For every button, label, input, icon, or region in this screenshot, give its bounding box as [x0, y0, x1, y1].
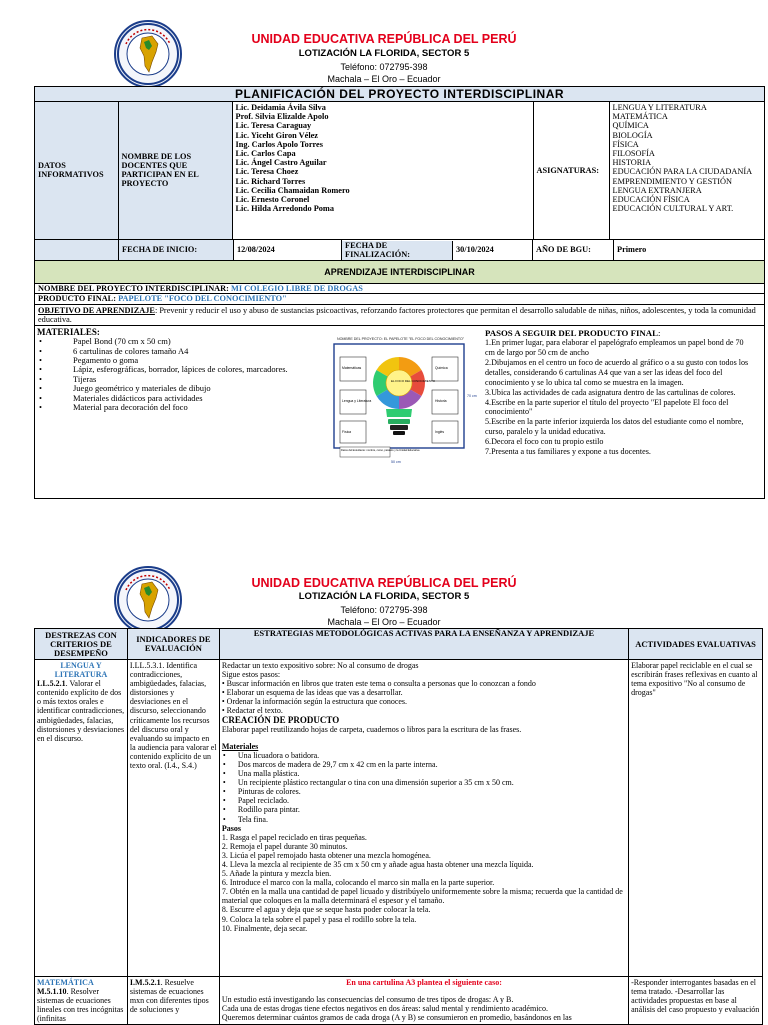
anio-label: AÑO DE BGU:	[533, 240, 614, 260]
diagram-box-left-1: Matemáticas	[342, 366, 362, 371]
indicador-cell-2: I.M.5.2.1. Resuelve sistemas de ecuaciones mxn con diferentes tipos de soluciones y	[127, 977, 219, 1025]
list-item: 4.Escribe en la parte superior el título del proyecto "El papelote El foco del conocimiento"	[485, 397, 729, 417]
institution-name: UNIDAD EDUCATIVA REPÚBLICA DEL PERÚ	[251, 32, 517, 46]
datos-informativos-table	[35, 102, 764, 240]
materiales-label: MATERIALES:	[37, 327, 100, 338]
producto-final-row: PRODUCTO FINAL: PAPELOTE "FOCO DEL CONOCIMIENTO"	[35, 294, 764, 305]
list-item: 1.En primer lugar, para elaborar el papelógrafo empleamos un papel bond de 70 cm de largo por 50 cm de ancho	[485, 338, 744, 357]
list-item: • Tela fina.	[222, 815, 626, 824]
asignaturas-list: LENGUA Y LITERATURA MATEMÁTICA QUÍMICA BIOLOGÍA FÍSICA FILOSOFÍA HISTORIA EDUCACIÓN PARA LA CIUDADANÍA EMPRENDIMIENTO Y GESTIÓN LENGUA EXTRANJERA EDUCACIÓN FÍSICA EDUCACIÓN CULTURAL Y ART.	[609, 102, 764, 239]
list-item: 3. Licúa el papel remojado hasta obtener una mezcla homogénea.	[221, 850, 431, 860]
institution-address: LOTIZACIÓN LA FLORIDA, SECTOR 5	[298, 48, 470, 59]
fecha-inicio-label: FECHA DE INICIO:	[119, 240, 234, 260]
planning-title: PLANIFICACIÓN DEL PROYECTO INTERDISCIPLINAR	[35, 87, 764, 102]
diagram-box-left-3: Física	[342, 430, 352, 435]
list-item: • Lápiz, esferográficas, borrador, lápices de colores, marcadores.	[37, 365, 332, 374]
objetivo-row: OBJETIVO DE APRENDIZAJE: Prevenir y reducir el uso y abuso de sustancias psicoactivas, reforzando factores protectores que permitan el desarrollo saludable de niñas, niños, adolescentes, y toda la comunidad educativa.	[35, 305, 764, 327]
list-item: 8. Escurre el agua y deja que se seque hasta poder colocar la tela.	[221, 905, 431, 915]
diagram-footer: Datos del Estudiante: nombre, curso, paralelo y la Unidad Educativa	[341, 449, 420, 453]
docentes-label: NOMBRE DE LOS DOCENTES QUE PARTICIPAN EN EL PROYECTO	[118, 102, 232, 239]
diagram-box-right-3: Inglés	[435, 430, 445, 435]
list-item: 6. Introduce el marco con la malla, colocando el marco sin malla en la parte superior.	[221, 878, 495, 888]
list-item: 7. Obtén en la malla una cantidad de papel licuado y distribúyelo uniformemente sobre la misma; recuerda que la cantidad de material que coloques en la malla determinará el espesor y el tamaño.	[221, 887, 623, 906]
header-estrategias: ESTRATEGIAS METODOLÓGICAS ACTIVAS PARA LA ENSEÑANZA Y APRENDIZAJE	[219, 629, 628, 660]
diagram-center-label: EL FOCO DEL CONOCIMIENTO	[391, 379, 436, 384]
list-item: • 6 cartulinas de colores tamaño A4	[37, 347, 332, 356]
institution-city-page2: Machala – El Oro – Ecuador	[327, 617, 441, 627]
indicador-cell: I.LL.5.3.1. Identifica contradicciones, ambigüedades, falacias, distorsiones y desviaciones en el discurso, seleccionando críticamente los recursos del discurso oral y evaluando su impacto en la audiencia para valorar el contenido explícito de un texto oral. (I.4., S.4.)	[127, 660, 219, 977]
list-item: 5.Escribe en la parte inferior izquierda los datos del estudiante como el nombre, curso, paralelo y la unidad educativa.	[485, 417, 744, 437]
diagram-width-label: 50 cm	[391, 460, 401, 465]
institution-phone: Teléfono: 072795-398	[340, 62, 428, 72]
list-item: 2.Dibujamos en el centro un foco de acuerdo al gráfico o a su gusto con todos los detalles, considerando 6 cartulinas A4 que van a ser las ideas del foco del conocimiento y se lo ubica tal como se muestra en la imagen.	[485, 357, 749, 387]
estrategias-cell: Redactar un texto expositivo sobre: No al consumo de drogas Sigue estos pasos: • Buscar información en libros que traten este tema o consulta a personas que lo conozcan a fondo • Elaborar un esquema de las ideas que vas a desarrollar. • Ordenar la información según la estructura que conoces. • Redactar el texto. CREACIÓN DE PRODUCTO Elaborar papel reutilizando hojas de carpeta, cuadernos o libros para la escritura de las frases. Materiales • Una licuadora o batidora. • Dos marcos de madera de 29,7 cm x 42 cm en la parte interna. • Una malla plástica. • Un recipiente plástico rectangular o tina con una dimensión superior a 35 cm x 50 cm. • Pinturas de colores. • Papel reciclado. • Rodillo para pintar. • Tela fina. Pasos 1. Rasga el papel reciclado en tiras pequeñas. 2. Remoja el papel durante 30 minutos. 3. Licúa el papel remojado hasta obtener una mezcla homogénea. 4. Lleva la mezcla al recipiente de 35 cm x 50 cm y añade agua hasta obtener una mezcla líquida. 5. Añade la pintura y mezcla bien. 6. Introduce el marco con la malla, colocando el marco sin malla en la parte superior. 7. Obtén en la malla una cantidad de papel licuado y distribúyelo uniformemente sobre la misma; recuerda que la cantidad de material que coloques en la malla determinará el espesor y el tamaño. 8. Escurre el agua y deja que se seque hasta poder colocar la tela. 9. Coloca la tela sobre el papel y pasa el rodillo sobre la tela. 10. Finalmente, deja secar.	[219, 660, 628, 977]
diagram-height-label: 70 cm	[467, 394, 477, 399]
institution-address-page2: LOTIZACIÓN LA FLORIDA, SECTOR 5	[298, 591, 470, 602]
list-item: 1. Rasga el papel reciclado en tiras pequeñas.	[221, 832, 367, 842]
pasos-label: PASOS A SEGUIR DEL PRODUCTO FINAL	[485, 328, 658, 339]
list-item: 9. Coloca la tela sobre el papel y pasa el rodillo sobre la tela.	[221, 914, 417, 924]
list-item: 7.Presenta a tus familiares y expone a tus docentes.	[485, 447, 651, 457]
strategies-table	[34, 628, 763, 1025]
diagram-box-right-1: Química	[435, 366, 448, 371]
list-item: 3.Ubica las actividades de cada asignatura dentro de las cartulinas de colores.	[485, 387, 736, 397]
aprendizaje-bar: APRENDIZAJE INTERDISCIPLINAR	[35, 261, 764, 284]
pasos-section: PASOS A SEGUIR DEL PRODUCTO FINAL: 1.En primer lugar, para elaborar el papelógrafo empleamos un papel bond de 70 cm de largo por 50 cm de ancho 2.Dibujamos en el centro un foco de acuerdo al gráfico o a su gusto con todos los detalles, considerando 6 cartulinas A4 que van a ser las ideas del foco del conocimiento y se lo ubica tal como se muestra en la imagen. 3.Ubica las actividades de cada asignatura dentro de las cartulinas de colores. 4.Escribe en la parte superior el título del proyecto "El papelote El foco del conocimiento" 5.Escribe en la parte inferior izquierda los datos del estudiante como el nombre, curso, paralelo y la unidad educativa. 6.Decora el foco con tu propio estilo 7.Presenta a tus familiares y expone a tus docentes.	[485, 328, 749, 457]
institution-name-page2: UNIDAD EDUCATIVA REPÚBLICA DEL PERÚ	[251, 576, 517, 590]
list-item: 4. Lleva la mezcla al recipiente de 35 cm x 50 cm y añade agua hasta obtener una mezcla líquida.	[221, 859, 534, 869]
fecha-fin-value: 30/10/2024	[453, 240, 533, 260]
list-item: 5. Añade la pintura y mezcla bien.	[221, 869, 332, 879]
list-item: 10. Finalmente, deja secar.	[221, 923, 308, 933]
diagram-box-left-2: Lengua y Literatura	[342, 399, 372, 404]
list-item: • Rodillo para pintar.	[222, 805, 626, 814]
header-destrezas: DESTREZAS CON CRITERIOS DE DESEMPEÑO	[35, 629, 128, 660]
institution-city: Machala – El Oro – Ecuador	[327, 74, 441, 84]
list-item: • Una malla plástica.	[222, 769, 626, 778]
docentes-list: Lic. Deidamia Ávila Silva Prof. Silvia Elizalde Apolo Lic. Teresa Caraguay Lic. Yiceht Giron Vélez Ing. Carlos Apolo Torres Lic. Carlos Capa Lic. Ángel Castro Aguilar Lic. Teresa Choez Lic. Richard Torres Lic. Cecilia Chamaidan Romero Lic. Ernesto Coronel Lic. Hilda Arredondo Poma	[232, 102, 533, 239]
diagram-title: NOMBRE DEL PROYECTO: EL PAPELOTE "EL FOCO DEL CONOCIMIENTO"	[337, 337, 465, 342]
actividad-cell-2: -Responder interrogantes basadas en el tema tratado. -Desarrollar las actividades propuestas en base al análisis del caso propuesto y evaluación	[629, 977, 763, 1025]
list-item: • Papel reciclado.	[222, 796, 626, 805]
list-item: 2. Remoja el papel durante 30 minutos.	[221, 841, 348, 851]
list-item: • Pinturas de colores.	[222, 787, 626, 796]
nombre-proyecto-row: NOMBRE DEL PROYECTO INTERDISCIPLINAR: MI COLEGIO LIBRE DE DROGAS	[35, 284, 764, 295]
papelote-diagram	[331, 335, 485, 465]
destreza-cell: LENGUA Y LITERATURA LL.5.2.1. Valorar el contenido explícito de dos o más textos orales e identificar contradicciones, ambigüedades, falacias, distorsiones y desviaciones en el discurso.	[35, 660, 128, 977]
list-item: • Tijeras	[37, 375, 332, 384]
header-actividades: ACTIVIDADES EVALUATIVAS	[629, 629, 763, 660]
list-item: • Dos marcos de madera de 29,7 cm x 42 cm en la parte interna.	[222, 760, 626, 769]
actividad-cell: Elaborar papel reciclable en el cual se escribirán frases reflexivas en cuanto al tema expositivo "No al consumo de drogas"	[629, 660, 763, 977]
nombre-proyecto-value: MI COLEGIO LIBRE DE DROGAS	[231, 283, 363, 293]
planning-block	[34, 86, 765, 499]
institution-phone-page2: Teléfono: 072795-398	[340, 605, 428, 615]
fecha-fin-label: FECHA DE FINALIZACIÓN:	[342, 241, 453, 260]
list-item: • Papel Bond (70 cm x 50 cm)	[37, 337, 332, 346]
producto-final-value: PAPELOTE "FOCO DEL CONOCIMIENTO"	[118, 294, 287, 303]
list-item: • Una licuadora o batidora.	[222, 751, 626, 760]
datos-informativos-label: DATOS INFORMATIVOS	[35, 102, 118, 239]
asignaturas-label: ASIGNATURAS:	[533, 102, 609, 239]
header-indicadores: INDICADORES DE EVALUACIÓN	[127, 629, 219, 660]
fecha-inicio-value: 12/08/2024	[234, 240, 342, 260]
list-item: • Un recipiente plástico rectangular o tina con una dimensión superior a 35 cm x 50 cm.	[222, 778, 626, 787]
list-item: • Juego geométrico y materiales de dibujo	[37, 384, 332, 393]
list-item: 6.Decora el foco con tu propio estilo	[485, 437, 604, 447]
estrategias-cell-2: En una cartulina A3 plantea el siguiente caso: Un estudio está investigando las consecuencias del consumo de tres tipos de drogas: A y B. Cada una de estas drogas tiene efectos negativos en dos áreas: salud mental y rendimiento académico. Queremos determinar cuántos gramos de cada droga (A y B) se consumieron en promedio, basándonos en las	[219, 977, 628, 1025]
destreza-cell-2: MATEMÁTICA M.5.1.10. Resolver sistemas de ecuaciones lineales con tres incógnitas (infinitas	[35, 977, 128, 1025]
list-item: • Materiales didácticos para actividades	[37, 394, 332, 403]
list-item: • Material para decoración del foco	[37, 403, 332, 412]
materiales-list	[37, 337, 332, 412]
list-item: • Pegamento o goma	[37, 356, 332, 365]
diagram-box-right-2: Historia	[435, 399, 447, 404]
anio-value: Primero	[617, 244, 647, 254]
